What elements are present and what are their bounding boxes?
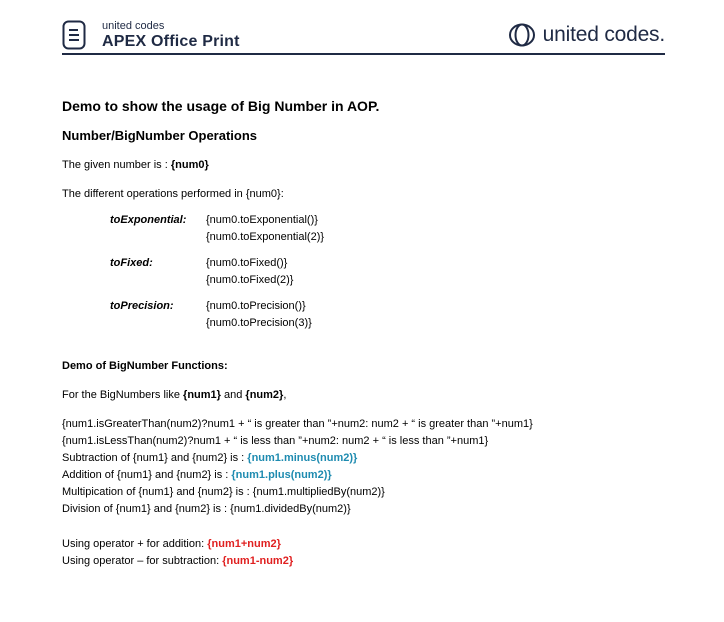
document-header	[62, 18, 665, 54]
operator-subtraction-tag: {num1-num2}	[222, 555, 294, 567]
division-line: Division of {num1} and {num2} is : {num1.dividedBy(num2)}	[62, 503, 351, 515]
company-name: united codes.	[542, 23, 665, 46]
operator-addition-tag: {num1+num2}	[207, 538, 281, 550]
operator-addition-line	[62, 536, 682, 553]
less-than-line: {num1.isLessThan(num2)?num1 + “ is less than ”+num2: num2 + “ is less than ”+num1}	[62, 435, 489, 447]
operation-label: toPrecision:	[110, 300, 174, 312]
operation-label: toExponential:	[110, 214, 187, 226]
num2-tag: {num2}	[245, 389, 284, 401]
given-number-label: The given number is :	[62, 159, 171, 171]
operations-intro: The different operations performed in {num0}:	[62, 188, 284, 200]
bignumbers-intro-and: and	[220, 389, 246, 401]
united-codes-logo	[508, 23, 665, 47]
addition-label: Addition of {num1} and {num2} is :	[62, 469, 232, 481]
operation-tag: {num0.toPrecision()}	[206, 300, 306, 312]
bignumbers-intro-suffix: ,	[283, 389, 287, 401]
subtraction-tag: {num1.minus(num2)}	[247, 452, 358, 464]
document-title: Demo to show the usage of Big Number in AOP.	[62, 98, 380, 114]
multiplication-line: Multipication of {num1} and {num2} is : {num1.multipliedBy(num2)}	[62, 486, 385, 498]
given-number-line	[62, 157, 682, 174]
greater-than-line: {num1.isGreaterThan(num2)?num1 + “ is greater than ”+num2: num2 + “ is greater than ”+num1}	[62, 418, 533, 430]
operation-tag: {num0.toExponential(2)}	[206, 231, 325, 243]
united-codes-rings-icon	[508, 23, 536, 47]
operation-tag: {num0.toFixed()}	[206, 257, 288, 269]
document-body	[62, 97, 682, 570]
header-divider	[62, 53, 665, 55]
operation-tag: {num0.toPrecision(3)}	[206, 317, 312, 329]
addition-line	[62, 467, 682, 484]
operation-row	[110, 255, 682, 289]
operation-row	[110, 298, 682, 332]
addition-tag: {num1.plus(num2)}	[231, 469, 332, 481]
brand-small-text: united codes	[102, 19, 165, 32]
operator-addition-label: Using operator + for addition:	[62, 538, 208, 550]
subtraction-line	[62, 450, 682, 467]
section-title-functions: Demo of BigNumber Functions:	[62, 360, 228, 372]
operation-row	[110, 212, 682, 246]
bignumbers-intro	[62, 387, 682, 404]
operator-subtraction-label: Using operator – for subtraction:	[62, 555, 223, 567]
bignumbers-intro-prefix: For the BigNumbers like	[62, 389, 184, 401]
operation-tag: {num0.toFixed(2)}	[206, 274, 294, 286]
num1-tag: {num1}	[183, 389, 221, 401]
document-icon	[62, 20, 86, 50]
operator-subtraction-line	[62, 553, 682, 570]
given-number-tag: {num0}	[170, 159, 209, 171]
operation-label: toFixed:	[110, 257, 153, 269]
operation-tag: {num0.toExponential()}	[206, 214, 318, 226]
brand-product-name: APEX Office Print	[102, 32, 240, 50]
section-title-operations: Number/BigNumber Operations	[62, 128, 258, 143]
subtraction-label: Subtraction of {num1} and {num2} is :	[62, 452, 248, 464]
operations-list	[110, 212, 682, 332]
aop-logo	[62, 20, 240, 50]
